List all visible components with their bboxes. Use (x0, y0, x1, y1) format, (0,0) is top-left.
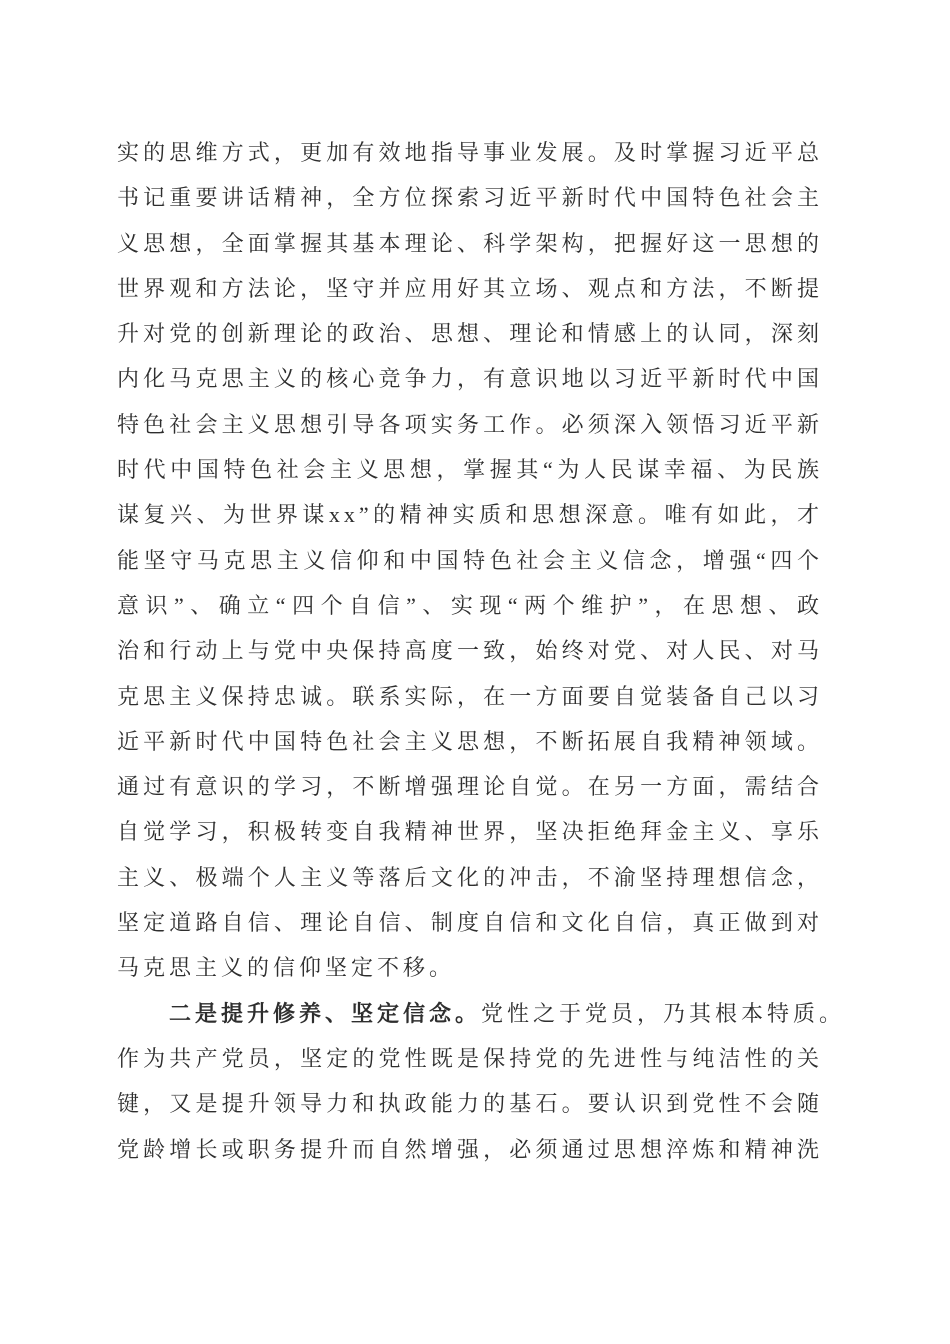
text-line: 通过有意识的学习，不断增强理论自觉。在另一方面，需结合 (117, 774, 823, 800)
text-line: 主义、极端个人主义等落后文化的冲击，不渝坚持理想信念， (117, 864, 823, 890)
text-line: 坚定道路自信、理论自信、制度自信和文化自信，真正做到对 (117, 910, 823, 936)
text-line: 能坚守马克思主义信仰和中国特色社会主义信念，增强“四个 (117, 547, 823, 573)
document-text-block (117, 130, 846, 1172)
text-line: 实的思维方式，更加有效地指导事业发展。及时掌握习近平总 (117, 140, 823, 165)
text-line-paragraph2-start (117, 991, 846, 1036)
paragraph2-lead-rest: 党性之于党员，乃其根本特质。 (481, 1000, 846, 1026)
text-line: 特色社会主义思想引导各项实务工作。必须深入领悟习近平新 (117, 411, 823, 437)
text-line: 内化马克思主义的核心竞争力，有意识地以习近平新时代中国 (117, 366, 823, 392)
text-line: 克思主义保持忠诚。联系实际，在一方面要自觉装备自己以习 (117, 683, 823, 709)
text-line: 谋复兴、为世界谋xx”的精神实质和思想深意。唯有如此，才 (117, 502, 823, 528)
text-line: 时代中国特色社会主义思想，掌握其“为人民谋幸福、为民族 (117, 457, 823, 483)
text-line: 近平新时代中国特色社会主义思想，不断拓展自我精神领域。 (117, 728, 823, 754)
text-line: 作为共产党员，坚定的党性既是保持党的先进性与纯洁性的关 (117, 1045, 823, 1071)
text-line: 世界观和方法论，坚守并应用好其立场、观点和方法，不断提 (117, 275, 823, 301)
text-line-paragraph-end: 马克思主义的信仰坚定不移。 (117, 955, 456, 981)
text-line: 自觉学习，积极转变自我精神世界，坚决拒绝拜金主义、享乐 (117, 819, 823, 845)
text-line: 治和行动上与党中央保持高度一致，始终对党、对人民、对马 (117, 638, 823, 664)
text-line: 键，又是提升领导力和执政能力的基石。要认识到党性不会随 (117, 1091, 823, 1117)
text-line: 升对党的创新理论的政治、思想、理论和情感上的认同，深刻 (117, 321, 823, 347)
text-line: 义思想，全面掌握其基本理论、科学架构，把握好这一思想的 (117, 230, 823, 256)
paragraph2-bold-lead: 二是提升修养、坚定信念。 (169, 1000, 482, 1026)
text-line: 党龄增长或职务提升而自然增强，必须通过思想淬炼和精神洗 (117, 1136, 823, 1162)
text-line: 书记重要讲话精神，全方位探索习近平新时代中国特色社会主 (117, 185, 823, 211)
text-line: 意识”、确立“四个自信”、实现“两个维护”，在思想、政 (117, 592, 823, 618)
